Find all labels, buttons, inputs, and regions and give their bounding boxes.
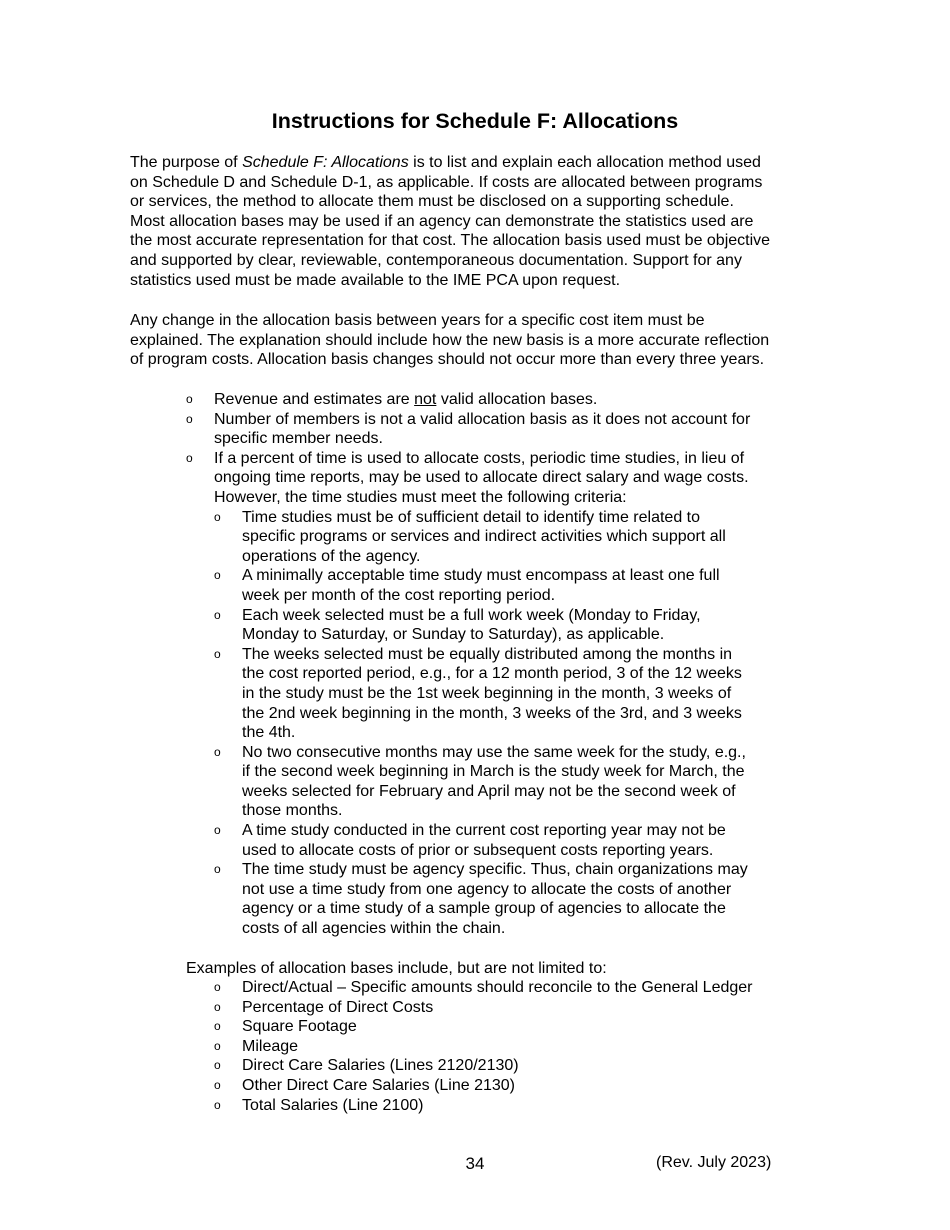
list-item: o Percentage of Direct Costs xyxy=(214,998,434,1016)
paragraph-line: of program costs. Allocation basis changes should not occur more than every three years. xyxy=(130,351,765,369)
list-item: o Total Salaries (Line 2100) xyxy=(214,1096,424,1114)
bullet-marker: o xyxy=(186,411,193,426)
purpose-paragraph xyxy=(130,153,830,290)
paragraph-line: or services, the method to allocate them must be disclosed on a supporting schedule. xyxy=(130,193,734,211)
bullet-marker: o xyxy=(214,1097,221,1112)
paragraph-line: on Schedule D and Schedule D-1, as applicable. If costs are allocated between programs xyxy=(130,173,763,191)
bullet-marker: o xyxy=(214,568,221,583)
bullet-marker: o xyxy=(214,646,221,661)
list-item: o Direct/Actual – Specific amounts should reconcile to the General Ledger xyxy=(214,979,753,996)
list-item: o No two consecutive months may use the same week for the study, e.g., if the second week beginning in March is the study week for March, the weeks selected for February and April may not be the second week of those months. xyxy=(214,743,746,820)
paragraph-line: and supported by clear, reviewable, contemporaneous documentation. Support for any xyxy=(130,251,742,269)
paragraph-line: Any change in the allocation basis between years for a specific cost item must be xyxy=(130,312,705,329)
change-basis-paragraph xyxy=(130,311,830,370)
list-item: o Direct Care Salaries (Lines 2120/2130) xyxy=(214,1057,519,1075)
time-study-criteria-list xyxy=(186,508,826,939)
allocation-rules-list xyxy=(186,390,826,939)
paragraph-line: explained. The explanation should include how the new basis is a more accurate reflection xyxy=(130,331,770,349)
list-item: o A time study conducted in the current cost reporting year may not be used to allocate costs of prior or subsequent costs reporting years. xyxy=(214,822,726,859)
list-item: o Time studies must be of sufficient detail to identify time related to specific programs or services and indirect activities which support all operations of the agency. xyxy=(214,508,726,565)
list-item: o If a percent of time is used to allocate costs, periodic time studies, in lieu of ongoing time reports, may be used to allocate direct salary and wage costs. However, the time studies must meet the following criteria: o Time studies must be of sufficient detail to identify time related to specific programs or services and indirect activities which support all operations of the agency. o A minimally acceptable time study must encompass at least one full week per month of the cost reporting period. o Each week selected must be a full work week (Monday to Friday, Monday to Saturday, or Sunday to Saturday), as applicable. o The weeks selected must be equally distributed among the months in the cost reported period, e.g., for a 12 month period, 3 of the 12 weeks in the study must be the 1st week beginning in the month, 3 weeks of the 2nd week beginning in the month, 3 weeks of the 3rd, and 3 weeks the 4th. o No two consecutive months may use the same week for the study, e.g., if the second week beginning in March is the study week for March, the weeks selected for February and April may not be the second week of those months. o A time study conducted in the current cost reporting year may not be used to allocate costs of prior or subsequent costs reporting years. o The time study must be agency specific. Thus, chain organizations may not use a time study from one agency to allocate the costs of another agency or a time study of a sample group of agencies to allocate the costs of all agencies within the chain. xyxy=(186,449,826,939)
list-item: o The weeks selected must be equally distributed among the months in the cost reported period, e.g., for a 12 month period, 3 of the 12 weeks in the study must be the 1st week beginning in the month, 3 weeks of the 2nd week beginning in the month, 3 weeks of the 3rd, and 3 weeks the 4th. xyxy=(214,645,742,742)
bullet-marker: o xyxy=(214,509,221,524)
underlined-not: not xyxy=(414,391,437,408)
paragraph-line: the most accurate representation for that cost. The allocation basis used must be objective xyxy=(130,232,771,250)
bullet-marker: o xyxy=(214,744,221,759)
list-item: o Number of members is not a valid allocation basis as it does not account for specific member needs. xyxy=(186,410,751,448)
list-item: o Each week selected must be a full work week (Monday to Friday, Monday to Saturday, or Sunday to Saturday), as applicable. xyxy=(214,606,701,644)
paragraph-line: The purpose of Schedule F: Allocations is to list and explain each allocation method used xyxy=(130,154,761,171)
bullet-marker: o xyxy=(214,999,221,1014)
bullet-marker: o xyxy=(214,862,221,877)
list-item: o A minimally acceptable time study must encompass at least one full week per month of the cost reporting period. xyxy=(214,567,720,604)
schedule-name-emphasis: Schedule F: Allocations xyxy=(242,154,409,171)
examples-list xyxy=(214,978,834,1115)
bullet-marker: o xyxy=(214,823,221,838)
bullet-marker: o xyxy=(214,1058,221,1073)
bullet-marker: o xyxy=(214,607,221,622)
page-number: 34 xyxy=(465,1154,485,1173)
list-item: o Other Direct Care Salaries (Line 2130) xyxy=(214,1076,516,1094)
page-title: Instructions for Schedule F: Allocations xyxy=(271,109,679,133)
bullet-marker: o xyxy=(186,392,193,406)
revision-date: (Rev. July 2023) xyxy=(656,1154,772,1171)
bullet-marker: o xyxy=(214,1077,221,1092)
bullet-marker: o xyxy=(214,1019,221,1034)
list-item: o Revenue and estimates are not valid allocation bases. xyxy=(186,391,598,408)
list-item: o The time study must be agency specific. Thus, chain organizations may not use a time study from one agency to allocate the costs of another agency or a time study of a sample group of agencies to allocate the costs of all agencies within the chain. xyxy=(214,861,748,938)
bullet-marker: o xyxy=(186,450,193,465)
bullet-marker: o xyxy=(214,980,221,994)
bullet-marker: o xyxy=(214,1038,221,1053)
list-item: o Mileage xyxy=(214,1037,299,1055)
paragraph-line: statistics used must be made available to the IME PCA upon request. xyxy=(130,271,621,289)
paragraph-line: Most allocation bases may be used if an agency can demonstrate the statistics used are xyxy=(130,212,754,230)
list-item: o Square Footage xyxy=(214,1018,357,1036)
examples-intro: Examples of allocation bases include, but are not limited to: xyxy=(186,960,607,977)
